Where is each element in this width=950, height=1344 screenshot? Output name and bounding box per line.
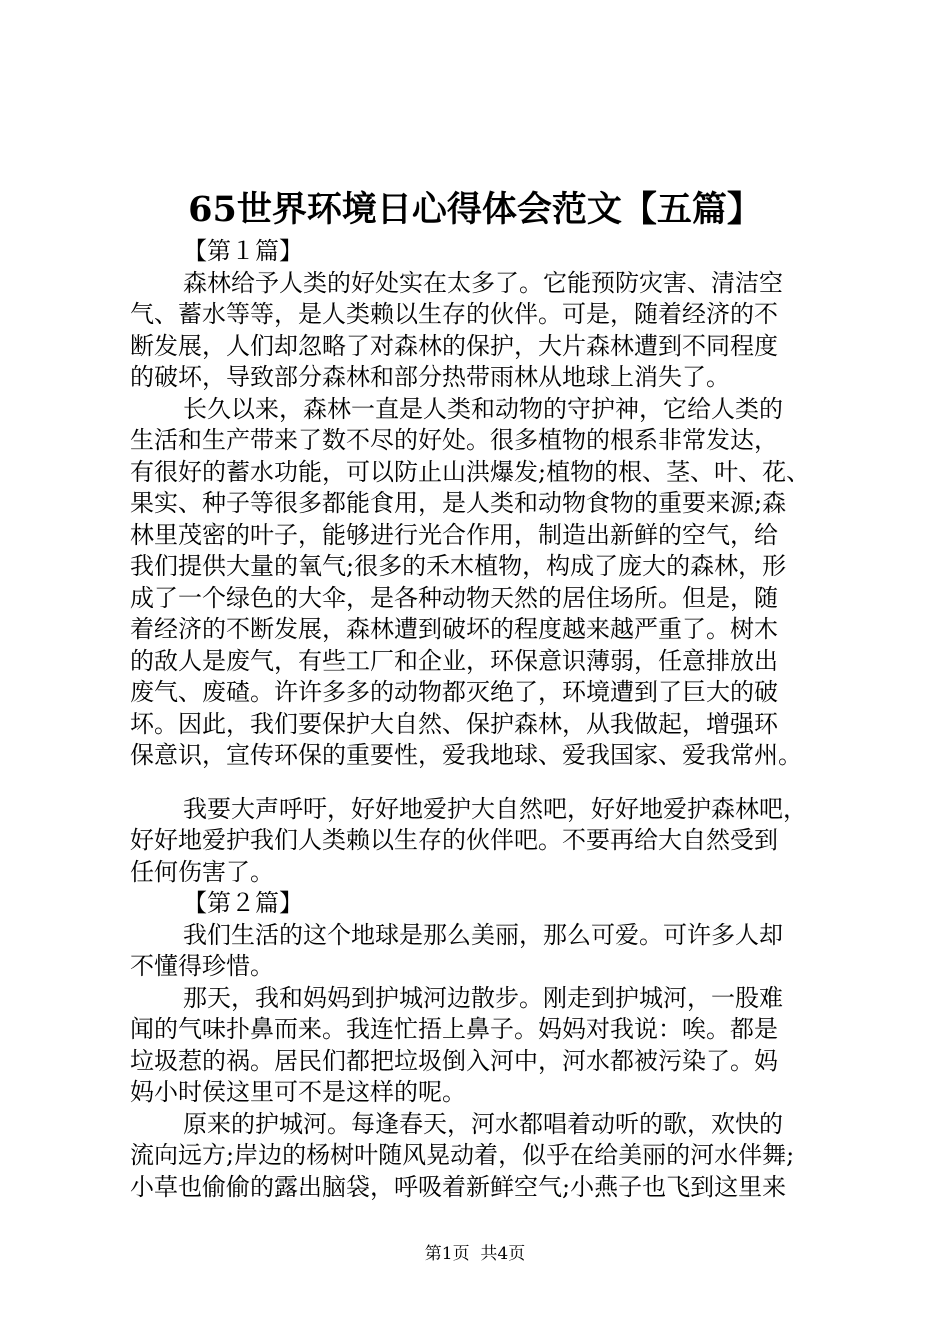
paragraph-line: 气、蓄水等等，是人类赖以生存的伙伴。可是，随着经济的不 [130, 300, 778, 328]
paragraph-line: 好好地爱护我们人类赖以生存的伙伴吧。不要再给大自然受到 [130, 826, 778, 854]
paragraph-line: 小草也偷偷的露出脑袋，呼吸着新鲜空气;小燕子也飞到这里来 [130, 1172, 787, 1201]
document-body [130, 236, 830, 1203]
page-indicator: 第1页 共4页 [424, 1244, 526, 1264]
document-title: 65世界环境日心得体会范文【五篇】 [188, 189, 762, 230]
paragraph-line: 任何伤害了。 [130, 857, 274, 886]
paragraph-line: 我们提供大量的氧气;很多的禾木植物，构成了庞大的森林，形 [130, 552, 787, 580]
paragraph-line: 坏。因此，我们要保护大自然、保护森林，从我做起，增强环 [130, 709, 778, 738]
paragraph-line: 妈小时侯这里可不是这样的呢。 [130, 1078, 466, 1106]
paragraph-line: 的破坏，导致部分森林和部分热带雨林从地球上消失了。 [130, 363, 730, 391]
paragraph-line: 长久以来，森林一直是人类和动物的守护神，它给人类的 [183, 394, 783, 423]
paragraph-line: 闻的气味扑鼻而来。我连忙捂上鼻子。妈妈对我说：唉。都是 [130, 1015, 778, 1043]
paragraph-line: 生活和生产带来了数不尽的好处。很多植物的根系非常发达， [130, 426, 778, 454]
paragraph-line: 着经济的不断发展，森林遭到破坏的程度越来越严重了。树木 [130, 615, 778, 643]
blank-line [130, 772, 830, 794]
paragraph-line: 我们生活的这个地球是那么美丽，那么可爱。可许多人却 [183, 920, 783, 949]
paragraph-line: 的敌人是废气，有些工厂和企业，环保意识薄弱，任意排放出 [130, 646, 778, 675]
section-heading: 【第２篇】 [183, 889, 303, 917]
paragraph-line: 不懂得珍惜。 [130, 952, 274, 980]
paragraph-line: 我要大声呼吁，好好地爱护大自然吧，好好地爱护森林吧， [183, 794, 807, 823]
paragraph-line: 保意识，宣传环保的重要性，爱我地球、爱我国家、爱我常州。 [130, 741, 802, 769]
paragraph-line: 果实、种子等很多都能食用，是人类和动物食物的重要来源;森 [130, 489, 787, 517]
paragraph-line: 林里茂密的叶子，能够进行光合作用，制造出新鲜的空气，给 [130, 520, 778, 549]
paragraph-line: 那天，我和妈妈到护城河边散步。刚走到护城河，一股难 [183, 983, 783, 1012]
paragraph-line: 成了一个绿色的大伞，是各种动物天然的居住场所。但是，随 [130, 583, 778, 612]
paragraph-line: 断发展，人们却忽略了对森林的保护，大片森林遭到不同程度 [130, 331, 778, 360]
paragraph-line: 森林给予人类的好处实在太多了。它能预防灾害、清洁空 [183, 268, 783, 297]
paragraph-line: 流向远方;岸边的杨树叶随风晃动着，似乎在给美丽的河水伴舞; [130, 1141, 795, 1169]
paragraph-line: 废气、废碴。许许多多的动物都灭绝了，环境遭到了巨大的破 [130, 678, 778, 706]
paragraph-line: 原来的护城河。每逢春天，河水都唱着动听的歌，欢快的 [183, 1109, 783, 1138]
paragraph-line: 垃圾惹的祸。居民们都把垃圾倒入河中，河水都被污染了。妈 [130, 1046, 778, 1075]
paragraph-line: 有很好的蓄水功能，可以防止山洪爆发;植物的根、茎、叶、花、 [130, 457, 811, 486]
section-heading: 【第１篇】 [183, 237, 303, 265]
